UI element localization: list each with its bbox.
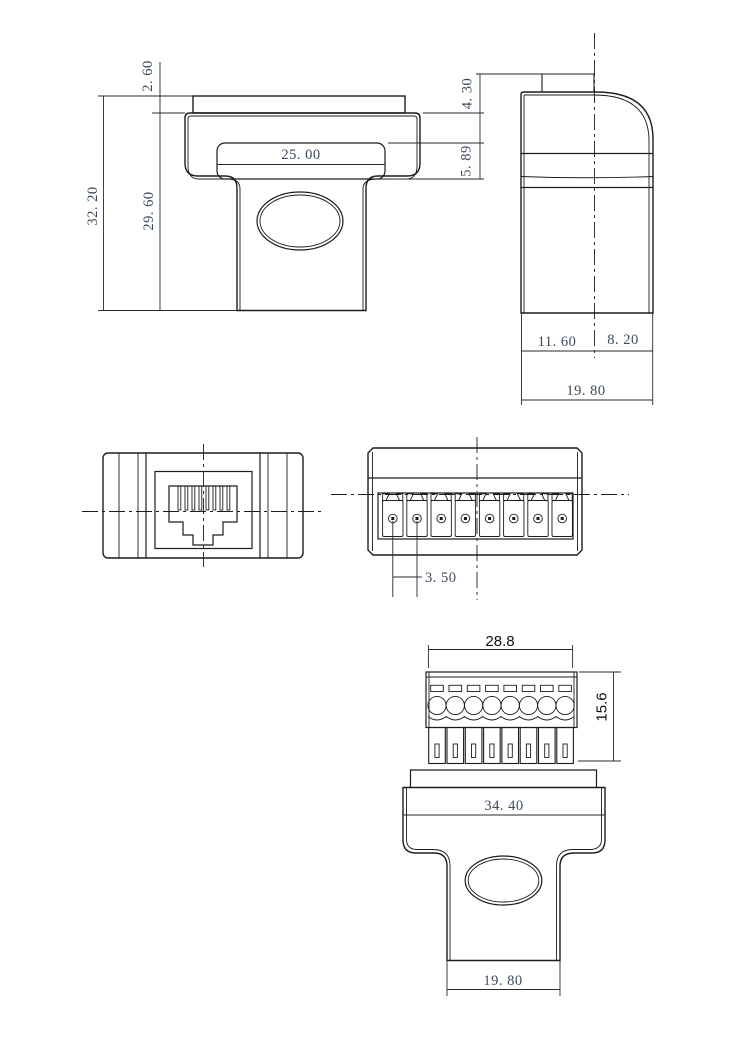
terminal-cells bbox=[383, 494, 573, 537]
terminal-pitch-dimension bbox=[393, 521, 422, 597]
dim-rear-stem-width: 19. 80 bbox=[483, 973, 523, 989]
dim-plug-height: 15.6 bbox=[593, 692, 611, 722]
front-grip-ellipse-outer bbox=[257, 192, 343, 250]
dim-plug-width: 28.8 bbox=[485, 633, 515, 650]
side-body-outline bbox=[521, 92, 653, 313]
rj45-housing-panel-lines bbox=[119, 453, 287, 558]
terminal-cell bbox=[431, 494, 451, 537]
front-view bbox=[85, 60, 542, 310]
rear-grip-ellipse-outer bbox=[465, 856, 542, 905]
terminal-cell bbox=[504, 494, 524, 537]
side-view bbox=[521, 33, 653, 405]
rj45-view bbox=[82, 444, 323, 567]
dim-side-cap-offset: 4. 30 bbox=[459, 77, 476, 110]
plug-wire-slots bbox=[431, 685, 572, 691]
plug-contact-fingers bbox=[429, 728, 574, 764]
side-latch-tab bbox=[542, 74, 594, 92]
dim-front-slot-width: 25. 00 bbox=[281, 147, 321, 163]
dim-rear-body-width: 34. 40 bbox=[484, 798, 524, 814]
dim-front-cap-height: 2. 60 bbox=[140, 60, 156, 92]
rear-grip-ellipse-inner bbox=[468, 859, 539, 902]
terminal-cell bbox=[455, 494, 475, 537]
front-grip-ellipse-inner bbox=[260, 195, 340, 247]
side-body-inner-contour bbox=[524, 95, 649, 313]
dim-front-body-height: 29. 60 bbox=[141, 191, 157, 231]
terminal-cell bbox=[552, 494, 572, 537]
dim-side-rear-depth: 8. 20 bbox=[607, 332, 639, 348]
plug-view bbox=[426, 633, 621, 764]
terminal-view bbox=[331, 437, 629, 600]
dim-terminal-pitch: 3. 50 bbox=[425, 570, 457, 586]
rear-view bbox=[403, 770, 605, 996]
plug-screw-heads bbox=[428, 696, 574, 714]
dim-side-total-depth: 19. 80 bbox=[566, 383, 606, 399]
terminal-cell bbox=[479, 494, 499, 537]
front-cap-strip bbox=[193, 96, 405, 113]
rj45-housing bbox=[103, 453, 303, 558]
plug-scallop-line bbox=[428, 717, 574, 721]
dim-front-overall-height: 32. 20 bbox=[85, 186, 101, 226]
dim-side-slot-height: 5. 89 bbox=[458, 145, 475, 177]
side-seam-2 bbox=[521, 177, 653, 178]
rear-plug-base bbox=[411, 770, 597, 788]
dim-side-front-depth: 11. 60 bbox=[537, 334, 577, 350]
terminal-cell bbox=[528, 494, 548, 537]
